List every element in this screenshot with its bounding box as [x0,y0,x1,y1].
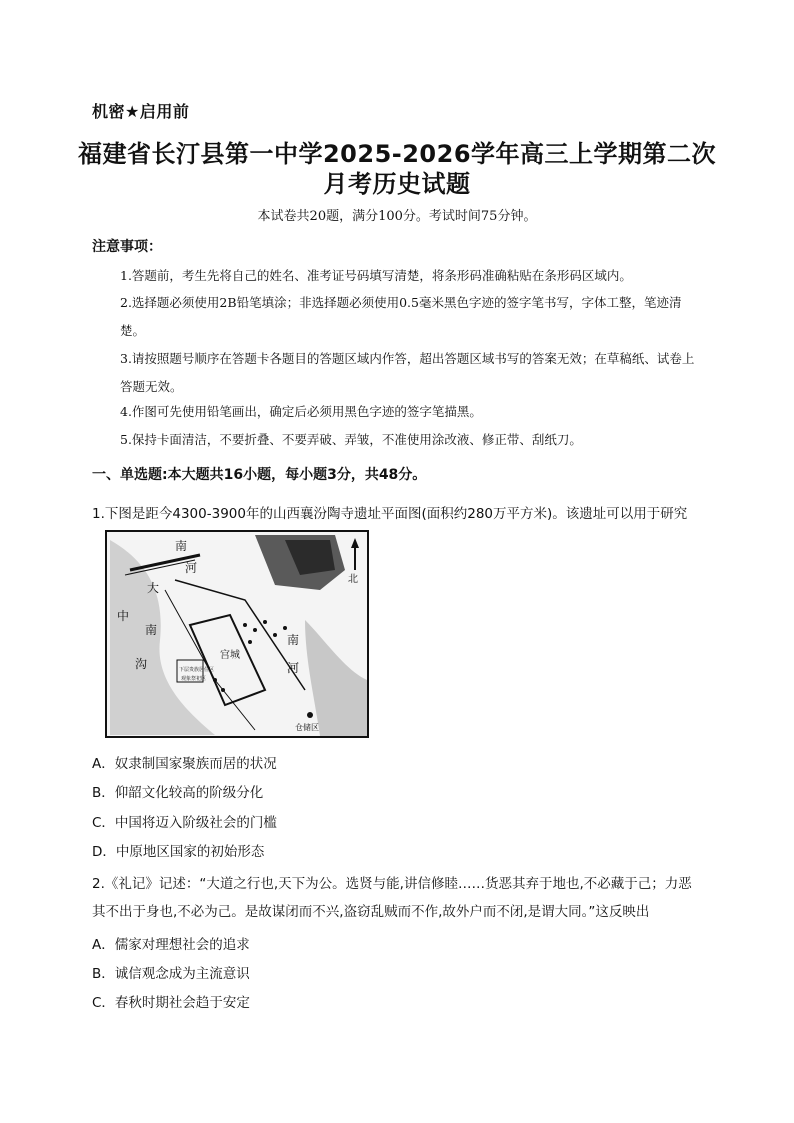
map-label: 观象祭祀区 [181,676,207,682]
notice-item: 1.答题前，考生先将自己的姓名、准考证号码填写清楚，将条形码准确粘贴在条形码区域内。 [120,268,632,283]
map-label: 河 [287,661,300,675]
question-1-option-b[interactable]: B．仰韶文化较高的阶级分化 [92,785,264,801]
confidential-label: 机密★启用前 [92,102,190,121]
exam-title-line1: 福建省长汀县第一中学2025-2026学年高三上学期第二次 [77,140,717,168]
exam-subtitle: 本试卷共20题，满分100分。考试时间75分钟。 [257,209,537,224]
notice-heading: 注意事项： [92,239,162,255]
question-2-option-a[interactable]: A．儒家对理想社会的追求 [92,937,250,953]
map-label: 南 [145,623,158,637]
map-label: 宫城 [220,650,240,661]
map-label: 南 [287,633,300,647]
exam-title-line2: 月考历史试题 [323,170,471,198]
notice-item: 3.请按照题号顺序在答题卡各题目的答题区域内作答，超出答题区域书写的答案无效；在草稿纸、试卷上答题无效。 [120,351,695,394]
map-label: 中 [117,609,130,623]
map-label: 南 [175,539,188,553]
map-north-label: 北 [348,574,358,585]
section-heading: 一、单选题:本大题共16小题，每小题3分，共48分。 [92,467,427,483]
notice-item: 2.选择题必须使用2B铅笔填涂；非选择题必须使用0.5毫米黑色字迹的签字笔书写，字体工整，笔迹清楚。 [120,295,682,338]
map-label: 沟 [135,657,148,671]
question-1-option-a[interactable]: A．奴隶制国家聚族而居的状况 [92,756,277,772]
question-2-option-c[interactable]: C．春秋时期社会趋于安定 [92,995,250,1011]
map-label: 仓储区 [295,723,319,732]
question-1-option-d[interactable]: D．中原地区国家的初始形态 [92,844,265,860]
notice-item: 4.作图可先使用铅笔画出，确定后必须用黑色字迹的签字笔描黑。 [120,404,482,419]
map-label: 河 [185,561,198,575]
question-1-stem: 1.下图是距今4300-3900年的山西襄汾陶寺遗址平面图(面积约280万平方米)。该遗址可以用于研究 [92,506,688,522]
notice-item: 5.保持卡面清洁，不要折叠、不要弄破、弄皱，不准使用涂改液、修正带、刮纸刀。 [120,432,582,447]
map-label: 下层贵族居住区 [179,667,215,673]
question-1-option-c[interactable]: C．中国将迈入阶级社会的门槛 [92,815,277,831]
question-2-stem: 2.《礼记》记述：“大道之行也,天下为公。选贤与能,讲信修睦……货恶其弃于地也,不必藏于己；力恶其不出于身也,不必为己。是故谋闭而不兴,盗窃乱贼而不作,故外户而不闭,是谓大同。”这反映出 [92,876,692,920]
map-label: 大 [147,581,160,595]
taosi-site-map [105,530,369,738]
question-2-option-b[interactable]: B．诚信观念成为主流意识 [92,966,250,982]
